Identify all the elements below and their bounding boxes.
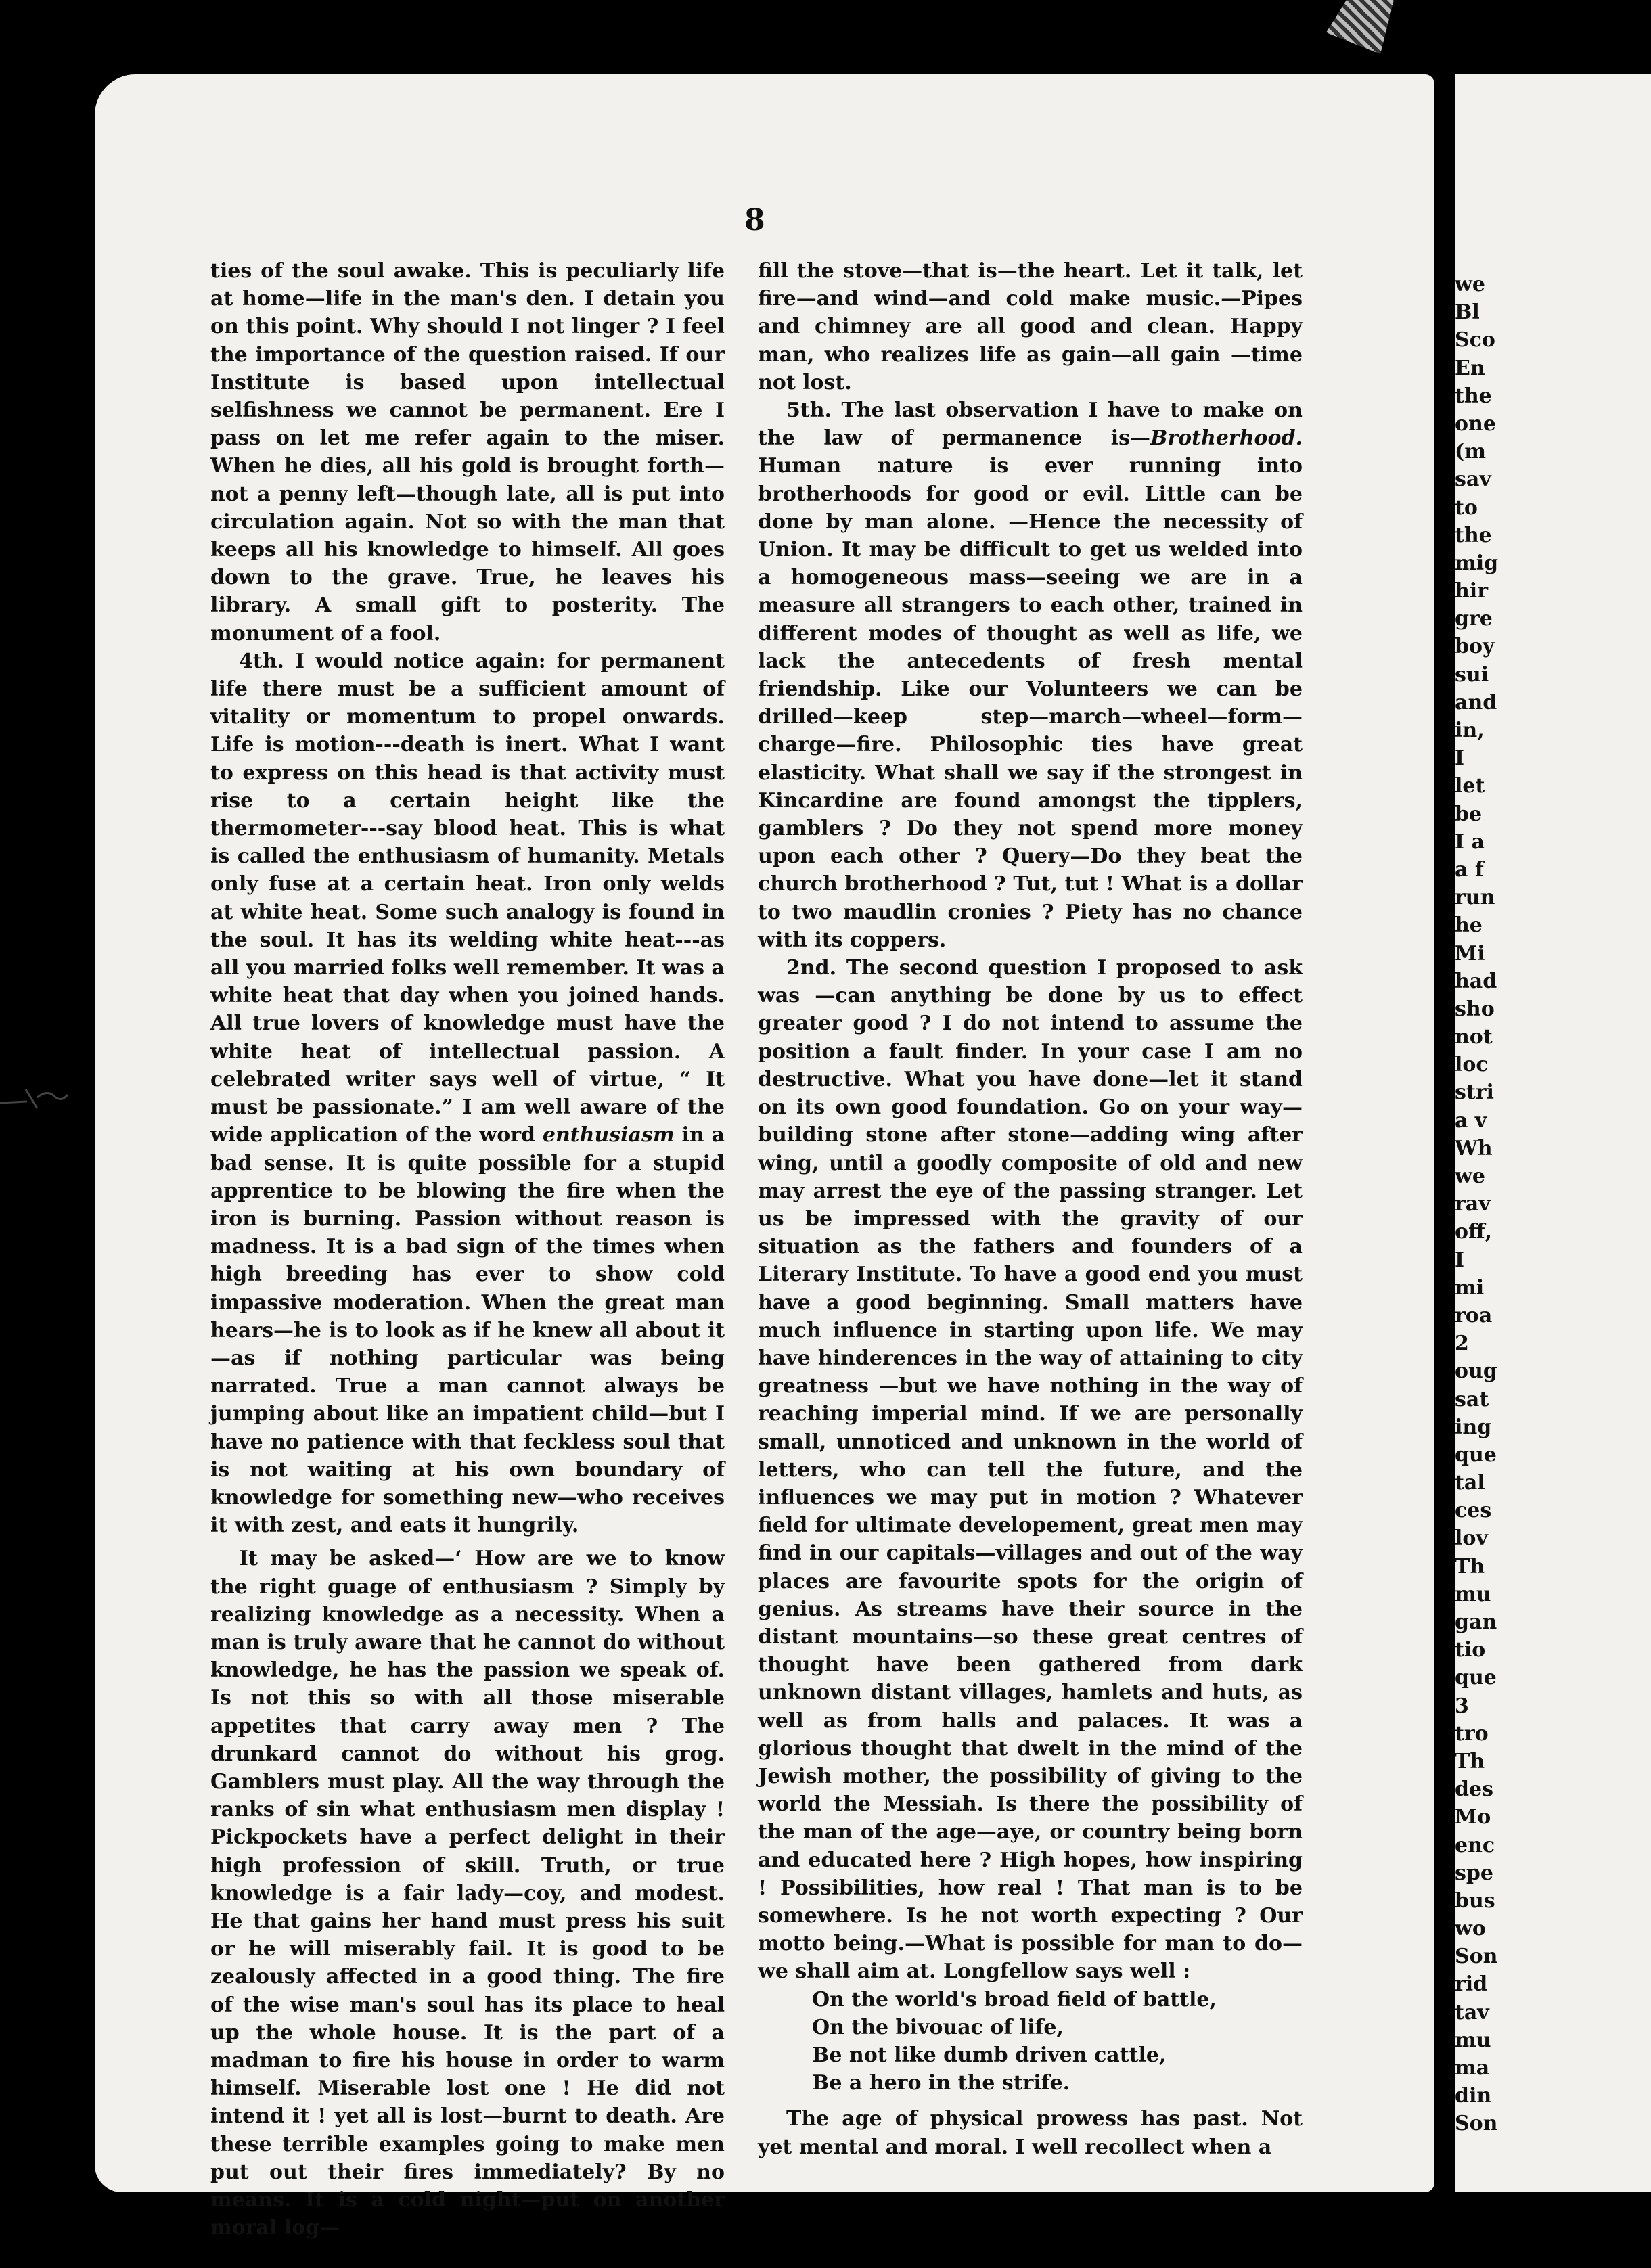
right-column-line: I <box>1455 746 1465 771</box>
poem-line: Be a hero in the strife. <box>812 2071 1070 2095</box>
right-column-line: En <box>1455 356 1485 380</box>
right-column-line: loc <box>1455 1053 1489 1077</box>
right-column-line: que <box>1455 1666 1497 1690</box>
right-column-line: enc <box>1455 1833 1495 1857</box>
right-column-line: I <box>1455 1248 1465 1272</box>
right-column-line: the <box>1455 523 1492 547</box>
right-column-line: one <box>1455 411 1496 436</box>
right-column-line: oug <box>1455 1359 1497 1384</box>
right-column-line: bus <box>1455 1888 1495 1913</box>
right-column-line: off, <box>1455 1220 1493 1244</box>
emphasis-brotherhood: Brotherhood. <box>1150 426 1303 451</box>
longfellow-poem <box>758 1986 1303 2097</box>
right-column-line: sat <box>1455 1387 1489 1411</box>
right-column-line: ing <box>1455 1415 1492 1439</box>
right-column-line: 2 <box>1455 1332 1469 1356</box>
margin-scribble <box>0 1076 74 1116</box>
right-column-line: Mi <box>1455 941 1485 966</box>
right-column-line: tro <box>1455 1721 1489 1746</box>
middle-paragraph-4: The age of physical prowess has past. Not yet mental and moral. I well recollect when a <box>758 2107 1303 2159</box>
right-column-line: gre <box>1455 607 1493 631</box>
right-column-line: sav <box>1455 468 1491 492</box>
poem-line: Be not like dumb driven cattle, <box>812 2043 1167 2067</box>
right-column-line: a v <box>1455 1108 1487 1133</box>
right-column-line: and <box>1455 690 1497 715</box>
right-column-line: sui <box>1455 662 1489 687</box>
right-column-line: sho <box>1455 997 1495 1021</box>
right-column-line: Son <box>1455 1945 1498 1969</box>
right-column-line: des <box>1455 1777 1493 1802</box>
right-column-line: run <box>1455 886 1495 910</box>
corner-scan-mark <box>1326 0 1394 54</box>
right-column-line: ces <box>1455 1499 1492 1523</box>
right-column-line: 3 <box>1455 1694 1469 1718</box>
right-column-line: din <box>1455 2084 1492 2108</box>
right-column-line: Th <box>1455 1554 1485 1579</box>
poem-line: On the bivouac of life, <box>812 2015 1064 2039</box>
middle-paragraph-2-start: 5th. The last observation I have to make on the law of permanence is— <box>758 399 1303 451</box>
right-column-line: Th <box>1455 1749 1485 1773</box>
right-column-line: a f <box>1455 857 1484 882</box>
right-column-line: be <box>1455 802 1483 826</box>
poem-line: On the world's broad field of battle, <box>812 1987 1217 2012</box>
right-column-line: Bl <box>1455 300 1480 325</box>
right-column-line: mi <box>1455 1275 1485 1300</box>
right-column-line: rid <box>1455 1972 1488 1997</box>
middle-paragraph-2-end: Human nature is ever running into brotherhoods for good or evil. Little can be done by man alone. —Hence the necessity of Union. It may be difficult to get us welded into a homogeneous mass—seeing we are in a measure all strangers to each other, trained in different modes of thought as well as life, we lack the antecedents of fresh mental friendship. Like our Volunteers we can be drilled—keep step—march—wheel—form—charge—fire. Philosophic ties have great elasticity. What shall we say if the strongest in Kincardine are found amongst the tipplers, gamblers ? Do they not spend more money upon each other ? Query—Do they beat the church brotherhood ? Tut, tut ! What is a dollar to two maudlin cronies ? Piety has no chance with its coppers. <box>758 454 1303 952</box>
emphasis-enthusiasm: enthusiasm <box>542 1123 675 1148</box>
right-column-line: rav <box>1455 1192 1491 1217</box>
page-number: 8 <box>744 203 765 237</box>
right-column-line: Wh <box>1455 1136 1493 1160</box>
right-column-line: had <box>1455 969 1497 993</box>
right-column-line: to <box>1455 495 1478 520</box>
middle-paragraph-2 <box>758 396 1303 954</box>
right-column-line: que <box>1455 1443 1497 1467</box>
right-column-line: stri <box>1455 1081 1494 1105</box>
right-column-line: Son <box>1455 2112 1498 2136</box>
left-paragraph-2-start: 4th. I would notice again: for permanent life there must be a sufficient amount of vitality or momentum to propel onwards. Life is motion---death is inert. What I want to express on this head is that activity must rise to a certain height like the thermometer---say blood heat. This is what is called the enthusiasm of humanity. Metals only fuse at a certain heat. Iron only welds at white heat. Some such analogy is found in the soul. It has its welding white heat---as all you married folks well remember. It was a white heat that day when you joined hands. All true lovers of knowledge must have the white heat of intellectual passion. A celebrated writer says well of virtue, “ It must be passionate.” I am well aware of the wide application of the word <box>210 649 725 1148</box>
right-column-line: wo <box>1455 1917 1486 1941</box>
right-column-line: lov <box>1455 1526 1488 1551</box>
left-paragraph-2-end: in a bad sense. It is quite possible for a stupid apprentice to be blowing the fire when the iron is burning. Passion without reason is madness. It is a bad sign of the times when high breeding has ever to show cold impassive moderation. When the great man hears—he is to look as if he knew all about it—as if nothing particular was being narrated. True a man cannot always be jumping about like an impatient child—but I have no patience with that feckless soul that is not waiting at his own boundary of knowledge for something new—who receives it with zest, and eats it hungrily. <box>210 1123 725 1538</box>
right-column-line: we <box>1455 273 1485 296</box>
right-column-line: tal <box>1455 1471 1485 1495</box>
right-column-line: mig <box>1455 551 1499 575</box>
right-column-line: Mo <box>1455 1805 1491 1830</box>
right-column-line: I a <box>1455 830 1485 854</box>
right-column-line: let <box>1455 774 1485 798</box>
right-column-line: he <box>1455 913 1483 938</box>
right-column-line: gan <box>1455 1610 1497 1634</box>
right-column-line: mu <box>1455 2028 1491 2052</box>
right-column-line: we <box>1455 1164 1485 1188</box>
right-column-line: boy <box>1455 635 1495 659</box>
right-column-line: mu <box>1455 1582 1491 1606</box>
right-column-line: the <box>1455 384 1492 408</box>
right-column-line: spe <box>1455 1861 1493 1885</box>
left-paragraph-1: ties of the soul awake. This is peculiarly life at home—life in the man's den. I detain you on this point. Why should I not linger ? I feel the importance of the question raised. If our Institute is based upon intellectual selfishness we cannot be permanent. Ere I pass on let me refer again to the miser. When he dies, all his gold is brought forth—not a penny left—though late, all is put into circulation again. Not so with the man that keeps all his knowledge to himself. All goes down to the grave. True, he leaves his library. A small gift to posterity. The monument of a fool. <box>210 259 725 645</box>
middle-paragraph-1: fill the stove—that is—the heart. Let it talk, let fire—and wind—and cold make music.—Pipes and chimney are all good and clean. Happy man, who realizes life as gain—all gain —time not lost. <box>758 259 1303 394</box>
right-column-line: not <box>1455 1025 1493 1049</box>
left-column <box>210 257 725 2242</box>
right-column-fragments <box>1455 271 1651 2138</box>
middle-column <box>758 257 1303 2161</box>
right-column-line: roa <box>1455 1303 1493 1328</box>
right-column-line: Sco <box>1455 328 1495 353</box>
middle-paragraph-3: 2nd. The second question I proposed to ask was —can anything be done by us to effect greater good ? I do not intend to assume the position a fault finder. In your case I am no destructive. What you have done—let it stand on its own good foundation. Go on your way—building stone after stone—adding wing after wing, until a goodly composite of old and new may arrest the eye of the passing stranger. Let us be impressed with the gravity of our situation as the fathers and founders of a Literary Institute. To have a good end you must have a good beginning. Small matters have much influence in starting upon life. We may have hinderences in the way of attaining to city greatness —but we have nothing in the way of reaching imperial mind. If we are personally small, unnoticed and unknown in the world of letters, who can tell the future, and the influences we may put in motion ? Whatever field for ultimate developement, great men may find in our capitals—villages and out of the way places are favourite spots for the origin of genius. As streams have their source in the distant mountains—so these great centres of thought have been gathered from dark unknown distant villages, hamlets and huts, as well as from halls and palaces. It was a glorious thought that dwelt in the mind of the Jewish mother, the possibility of giving to the world the Messiah. Is there the possibility of the man of the age—aye, or country being born and educated here ? High hopes, how inspiring ! Possibilities, how real ! That man is to be somewhere. Is he not worth expecting ? Our motto being.—What is possible for man to do—we shall aim at. Longfellow says well : <box>758 956 1303 1984</box>
right-column-line: hir <box>1455 579 1489 604</box>
right-column-line: in, <box>1455 719 1485 742</box>
left-paragraph-3: It may be asked—‘ How are we to know the right guage of enthusiasm ? Simply by realizing knowledge as a necessity. When a man is truly aware that he cannot do without knowledge, he has the passion we speak of. Is not this so with all those miserable appetites that carry away men ? The drunkard cannot do without his grog. Gamblers must play. All the way through the ranks of sin what enthusiasm men display ! Pickpockets have a perfect delight in their high profession of skill. Truth, or true knowledge is a fair lady—coy, and modest. He that gains her hand must press his suit or he will miserably fail. It is good to be zealously affected in a good thing. The fire of the wise man's soul has its place to heal up the whole house. It is the part of a madman to fire his house in order to warm himself. Miserable lost one ! He did not intend it ! yet all is lost—burnt to death. Are these terrible examples going to make men put out their fires immediately? By no means. It is a cold night—put on another moral log— <box>210 1547 725 2240</box>
right-column-line: (m <box>1455 440 1486 464</box>
right-column-line: ma <box>1455 2056 1490 2080</box>
right-column-line: tav <box>1455 2000 1489 2024</box>
left-paragraph-2 <box>210 648 725 1540</box>
right-column-line: tio <box>1455 1638 1486 1662</box>
